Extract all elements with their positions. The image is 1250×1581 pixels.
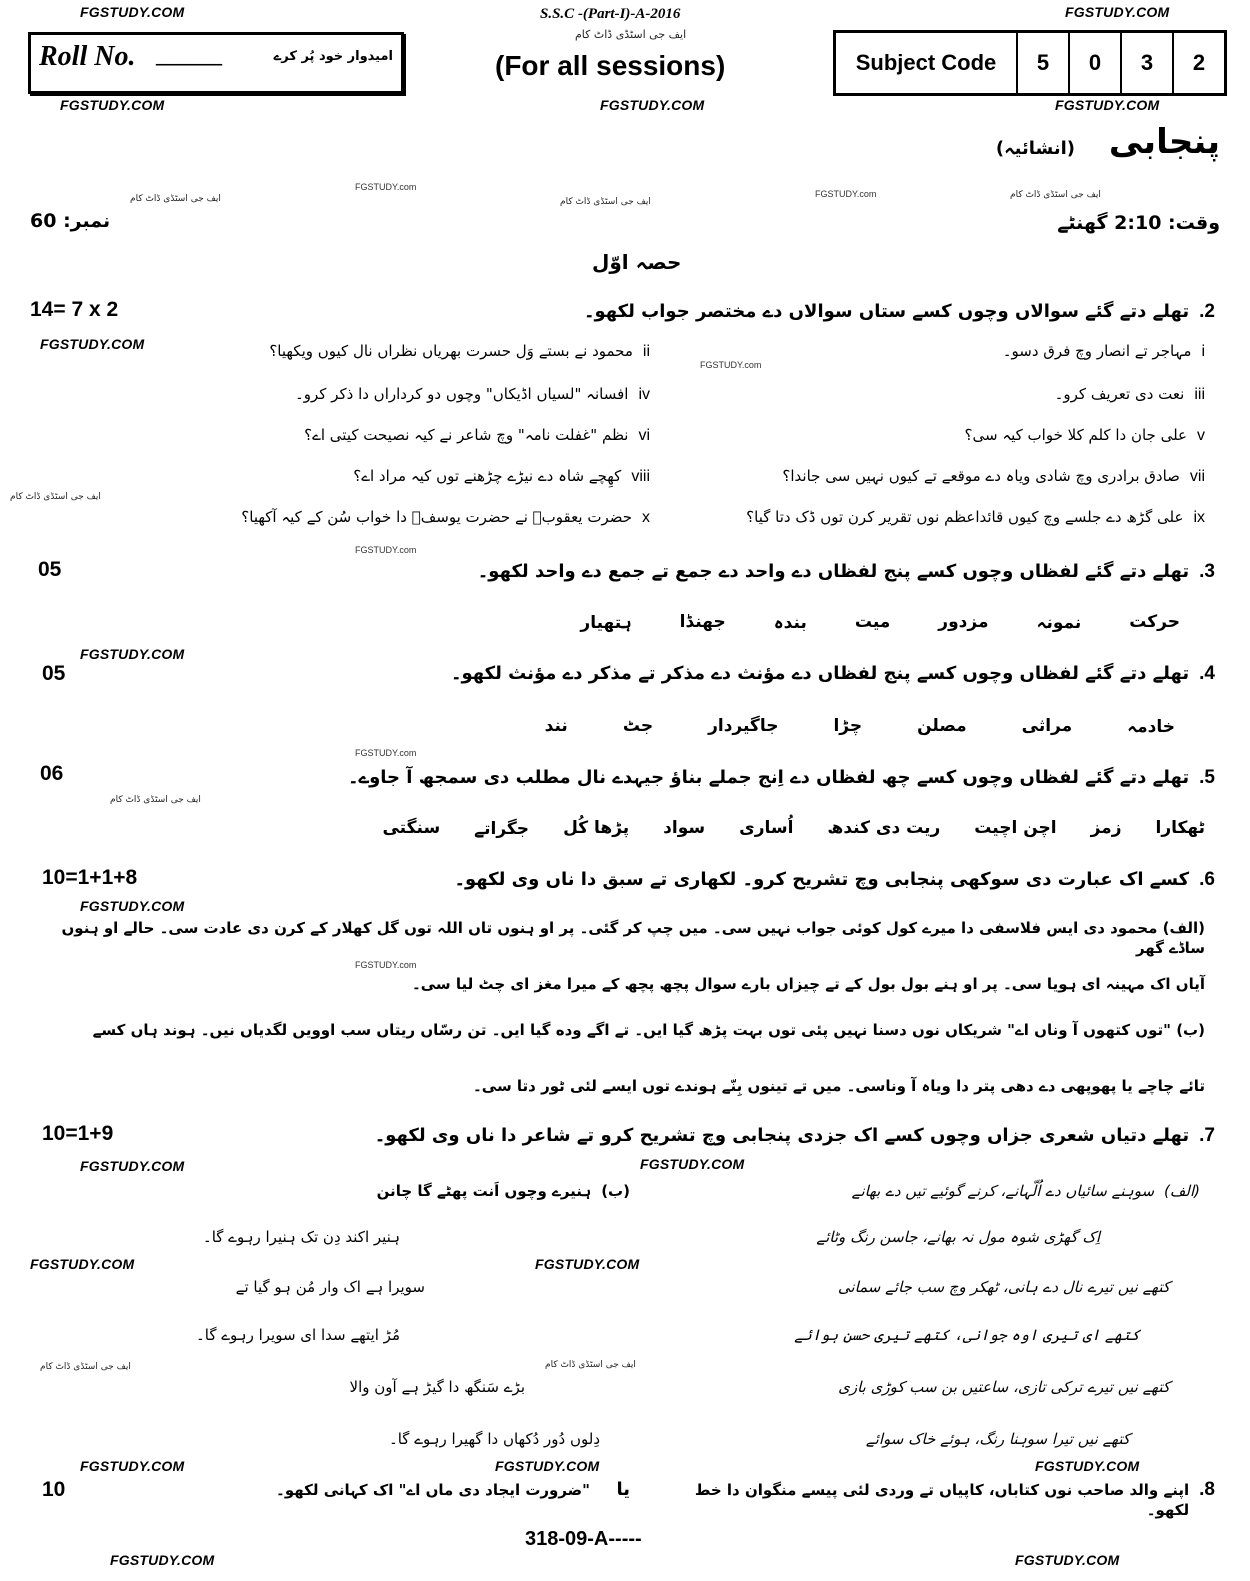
q7-poem-bay-line: (ب) ہنیرے وچوں اَنت پھٹے گا چانن: [376, 1182, 630, 1200]
watermark: FGSTUDY.COM: [80, 4, 185, 20]
q7-poem-alif-line: اِک گھڑی شوہ مول نہ بھانے، جاسن رنگ وٹائے: [816, 1228, 1100, 1246]
subject-code-digit: 0: [1068, 33, 1120, 93]
q3-word-list: حرکت نمونہ مزدور میت بندہ جھنڈا ہتھیار: [580, 612, 1180, 633]
watermark: FGSTUDY.COM: [1065, 4, 1170, 20]
subject-title: پنجابی: [1108, 122, 1220, 162]
q2-item: vii صادق برادری وچ شادی ویاہ دے موقعے تے کیوں نہیں سی جاندا؟: [782, 467, 1205, 485]
q6-marks: 10=1+1+8: [42, 866, 138, 889]
q7-poem-alif-line: کتھے نیں تیرے ترکی تازی، ساعتیں بن سب کوڑی بازی: [838, 1378, 1170, 1396]
watermark: FGSTUDY.COM: [30, 1256, 135, 1272]
subject-code-label: Subject Code: [855, 50, 997, 75]
watermark: FGSTUDY.COM: [1035, 1458, 1140, 1474]
q7-poem-bay-line: ہنیر اکند دِن تک ہنیرا رہوے گا۔: [202, 1228, 400, 1246]
q3-heading: 3. تھلے دتے گئے لفظاں وچوں کسے پنج لفظاں دے واحد دے جمع تے جمع دے واحد لکھو۔: [477, 561, 1215, 582]
subject-code-digit: 3: [1120, 33, 1172, 93]
q7-poem-alif-line: (الف) سوہنے سائیاں دے اُلّہانے، کرنے گوئیے تیں دے بھانے: [851, 1182, 1200, 1200]
q7-heading: 7. تھلے دتیاں شعری جزاں وچوں کسے اک جزدی پنجابی وچ تشریح کرو تے شاعر دا ناں وی لکھو۔: [374, 1125, 1215, 1146]
watermark-urdu: ایف جی اسٹڈی ڈاٹ کام: [575, 28, 687, 41]
watermark: FGSTUDY.COM: [1055, 97, 1160, 113]
q6-passage-alif: (الف) محمود دی ایس فلاسفی دا میرے کول کوئی جواب نہیں سی۔ میں چپ کر گئی۔ پر او ہنوں تاں اللہ توں گل کھلار کے کرن دی عادت سی۔ حالے او ہنوں ساڈے گھر: [61, 919, 1205, 957]
watermark-urdu: ایف جی اسٹڈی ڈاٹ کام: [545, 1360, 636, 1370]
watermark: FGSTUDY.COM: [640, 1156, 745, 1172]
watermark: FGSTUDY.COM: [80, 1158, 185, 1174]
paper-type: (انشائیہ): [995, 138, 1075, 159]
q2-item: v علی جان دا کلم کلا خواب کیہ سی؟: [964, 426, 1205, 444]
q2-number: 2.: [1199, 301, 1215, 322]
roll-label: Roll No.: [39, 41, 136, 72]
q8-alternative: "ضرورت ایجاد دی ماں اے" اک کہانی لکھو۔: [276, 1481, 590, 1499]
watermark-small: FGSTUDY.com: [815, 189, 877, 199]
q7-poem-bay-line: مُڑ ایتھے سدا ای سویرا رہوے گا۔: [195, 1326, 400, 1344]
q3-marks: 05: [38, 558, 62, 581]
time-allowed: وقت: 2:10 گھنٹے: [1057, 212, 1220, 234]
q7-poem-alif-line: کتھے نیں تیرے نال دے ہانی، ٹھکر وچ سب جائے سمانی: [837, 1278, 1170, 1296]
q2-item: iii نعت دی تعریف کرو۔: [1054, 385, 1205, 403]
watermark-urdu: ایف جی اسٹڈی ڈاٹ کام: [130, 194, 221, 204]
q8-heading: 8. اپنے والد صاحب نوں کتاباں، کاپیاں تے وردی لئی پیسے منگوان دا خط لکھو۔: [694, 1479, 1215, 1519]
watermark-urdu: ایف جی اسٹڈی ڈاٹ کام: [560, 197, 651, 207]
exam-title: S.S.C -(Part-I)-A-2016: [540, 6, 681, 22]
watermark: FGSTUDY.COM: [60, 97, 165, 113]
q2-item: vi نظم "غفلت نامہ" وچ شاعر نے کیہ نصیحت کیتی اے؟: [304, 426, 650, 444]
roll-blank[interactable]: ______: [156, 41, 222, 66]
subject-code-table: [833, 30, 1227, 96]
q5-word-list: ٹھکارا زمز اچن اچیت ریت دی کندھ اُساری سواد پڑھا کُل جگراتے سنگتی: [382, 818, 1205, 839]
q7-poem-alif-line: کتھے ای تیری اوہ جوانی، کتھے تیری حسن ہوائے: [794, 1326, 1140, 1344]
subject-code-digit: 2: [1172, 33, 1224, 93]
total-marks: نمبر: 60: [30, 210, 111, 232]
q2-item: x حضرت یعقوبؑ نے حضرت یوسفؑ دا خواب سُن کے کیہ آکھیا؟: [241, 508, 650, 526]
q6-passage-bay-line: تائے چاچے یا پھوپھی دے دھی پتر دا ویاہ آ وناسی۔ میں تے تینوں بِنّے ہوندے توں ایسے لئی ٹور دتا سی۔: [472, 1077, 1205, 1095]
watermark: FGSTUDY.COM: [535, 1256, 640, 1272]
section-title: حصہ اوّل: [592, 250, 682, 274]
watermark: FGSTUDY.COM: [80, 898, 185, 914]
q8-or: یا: [616, 1479, 630, 1500]
q6-heading: 6. کسے اک عبارت دی سوکھی پنجابی وچ تشریح کرو۔ لکھاری تے سبق دا ناں وی لکھو۔: [454, 869, 1215, 890]
watermark-urdu: ایف جی اسٹڈی ڈاٹ کام: [110, 795, 201, 805]
watermark: FGSTUDY.COM: [1015, 1552, 1120, 1568]
q6-passage-bay: (ب) "توں کتھوں آ وناں اے" شریکاں نوں دسنا نہیں پئی توں بہت پڑھ گیا ایں۔ تے اگے وده گیا ایں۔ تن رسّاں ریتاں سب اوویں لگدیاں نیں۔ ہوند ہاں کسے: [92, 1021, 1205, 1039]
q4-word-list: خادمہ مراثی مصلن چڑا جاگیردار جٹ نند: [544, 716, 1175, 737]
watermark-small: FGSTUDY.com: [355, 960, 417, 970]
watermark-urdu: ایف جی اسٹڈی ڈاٹ کام: [40, 1362, 131, 1372]
q7-poem-bay-line: سویرا ہے اک وار مُن ہو گیا تے: [235, 1278, 425, 1296]
q2-item: iv افسانہ "لسیاں اڈیکاں" وچوں دو کرداراں دا ذکر کرو۔: [294, 385, 650, 403]
q2-item: i مہاجر تے انصار وچ فرق دسو۔: [1002, 342, 1205, 360]
watermark: FGSTUDY.COM: [80, 1458, 185, 1474]
watermark: FGSTUDY.COM: [40, 336, 145, 352]
watermark: FGSTUDY.COM: [110, 1552, 215, 1568]
q5-marks: 06: [40, 762, 64, 785]
q2-item: viii کھِچے شاہ دے نیڑے چڑھنے توں کیہ مراد اے؟: [353, 467, 650, 485]
roll-number-box[interactable]: [28, 32, 404, 94]
q2-text: تھلے دتے گئے سوالاں وچوں کسے ستاں سوالاں دے مختصر جواب لکھو۔: [583, 301, 1190, 322]
watermark: FGSTUDY.COM: [80, 646, 185, 662]
watermark-small: FGSTUDY.com: [355, 748, 417, 758]
q2-marks: 14= 7 x 2: [30, 298, 119, 321]
watermark: FGSTUDY.COM: [495, 1458, 600, 1474]
q4-heading: 4. تھلے دتے گئے لفظاں وچوں کسے پنج لفظاں دے مؤنث دے مذکر تے مذکر دے مؤنث لکھو۔: [450, 663, 1215, 684]
watermark-urdu: ایف جی اسٹڈی ڈاٹ کام: [10, 492, 101, 502]
q7-marks: 10=1+9: [42, 1122, 114, 1145]
q6-passage-alif-line: آیاں اک مہینہ ای ہویا سی۔ پر او ہنے بول بول کے تے چیزاں بارے سوال پچھ پچھ کے میرا مغز ای چٹ لیا سی۔: [411, 975, 1205, 993]
watermark-small: FGSTUDY.com: [355, 545, 417, 555]
q4-marks: 05: [42, 662, 66, 685]
watermark: FGSTUDY.COM: [600, 97, 705, 113]
watermark-small: FGSTUDY.com: [355, 182, 417, 192]
subject-code-digit: 5: [1016, 33, 1068, 93]
q2-item: ii محمود نے بستے وَل حسرت بھریاں نظراں نال کیوں ویکھیا؟: [269, 342, 650, 360]
q5-heading: 5. تھلے دتے گئے لفظاں وچوں کسے چھ لفظاں دے اِنج جملے بناؤ جیہدے نال مطلب دی سمجھ آ جاوے۔: [348, 767, 1215, 788]
roll-instruction: امیدوار خود پُر کرے: [273, 49, 393, 64]
q7-poem-bay-line: دِلوں دُور دُکھاں دا گھیرا رہوے گا۔: [388, 1430, 600, 1448]
q2-heading: [584, 300, 1215, 324]
q7-poem-alif-line: کتھے نیں تیرا سوہنا رنگ، ہوئے خاک سوائے: [865, 1430, 1130, 1448]
watermark-small: FGSTUDY.com: [700, 360, 762, 370]
q2-item: ix علی گڑھ دے جلسے وچ کیوں قائداعظم نوں تقریر کرن توں ڈک دتا گیا؟: [746, 508, 1205, 526]
q7-poem-bay-line: بڑے سَنگھ دا گیڑ ہے آون والا: [349, 1378, 525, 1396]
paper-code: 318-09-A-----: [525, 1528, 642, 1550]
sessions-label: (For all sessions): [495, 50, 726, 81]
watermark-urdu: ایف جی اسٹڈی ڈاٹ کام: [1010, 190, 1101, 200]
q8-marks: 10: [42, 1478, 66, 1501]
